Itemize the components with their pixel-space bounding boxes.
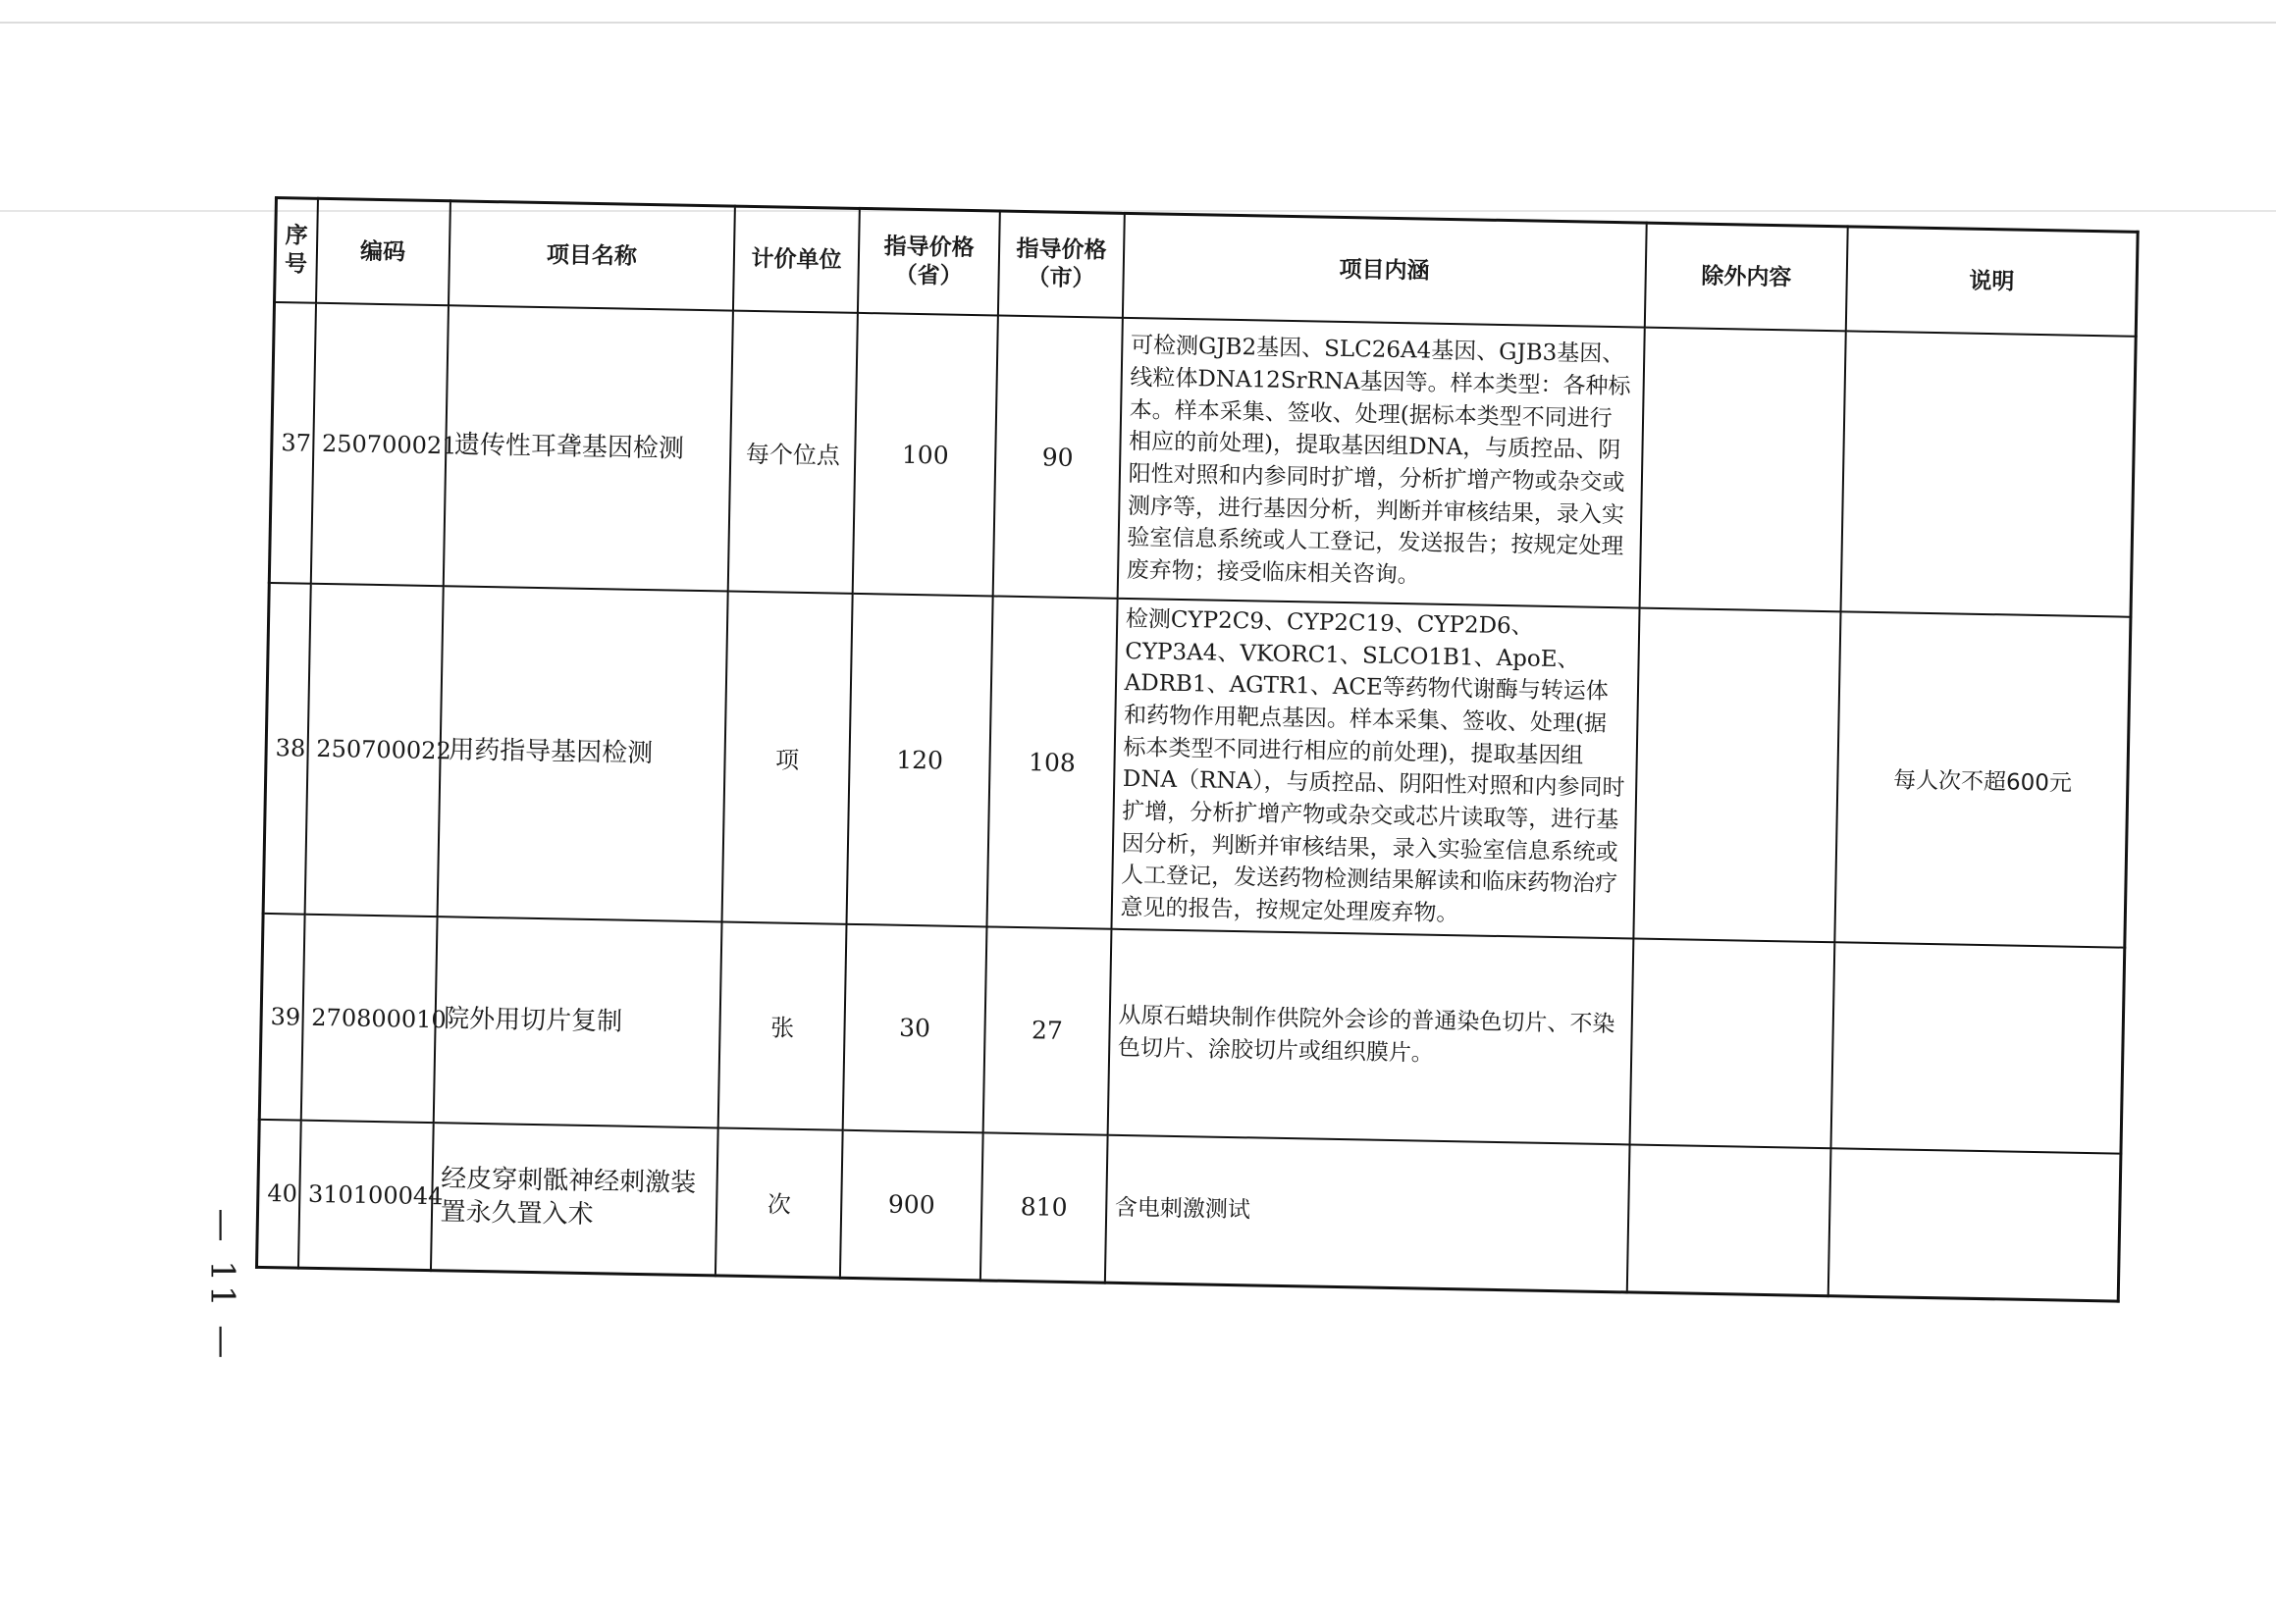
scan-top-edge	[0, 22, 2276, 24]
header-unit: 计价单位	[733, 206, 859, 313]
page-number-text: — 11 —	[202, 1208, 242, 1363]
cell-notes	[1831, 942, 2125, 1153]
cell-unit: 次	[715, 1127, 842, 1278]
cell-index: 39	[259, 913, 304, 1120]
page-number	[192, 1187, 251, 1384]
cell-price-city: 27	[983, 926, 1111, 1134]
header-price-city	[998, 211, 1124, 318]
cell-name: 院外用切片复制	[433, 917, 722, 1127]
cell-price-province: 30	[843, 923, 987, 1132]
cell-code: 270800010	[300, 914, 437, 1122]
cell-code: 310100044	[298, 1120, 434, 1270]
header-price-city-line2: （市）	[1027, 265, 1095, 292]
cell-name: 用药指导基因检测	[437, 586, 728, 921]
cell-price-province: 120	[846, 594, 992, 926]
cell-price-province: 100	[853, 313, 999, 597]
cell-index: 37	[269, 302, 315, 584]
header-price-province-line1: 指导价格	[883, 234, 975, 262]
cell-index: 38	[263, 583, 310, 914]
cell-code: 250700021	[310, 303, 448, 586]
cell-exclusions	[1627, 1144, 1831, 1295]
cell-exclusions	[1639, 328, 1846, 612]
cell-notes	[1841, 331, 2136, 616]
cell-unit: 张	[718, 921, 846, 1129]
header-exclusions: 除外内容	[1645, 223, 1848, 331]
cell-exclusions	[1629, 938, 1834, 1148]
cell-code: 250700022	[304, 584, 443, 917]
cell-index: 40	[257, 1119, 301, 1267]
cell-exclusions	[1633, 608, 1841, 942]
cell-unit: 项	[722, 592, 853, 924]
header-price-province	[858, 208, 1000, 315]
table-row	[259, 913, 2125, 1153]
cell-price-city: 90	[993, 316, 1123, 599]
header-notes: 说明	[1846, 227, 2138, 337]
cell-name: 遗传性耳聋基因检测	[443, 305, 733, 591]
header-index: 序号	[275, 198, 318, 303]
cell-price-city: 810	[980, 1132, 1107, 1283]
cell-name: 经皮穿刺骶神经刺激装置永久置入术	[431, 1123, 719, 1276]
cell-price-city: 108	[987, 596, 1118, 928]
cell-notes: 每人次不超600元	[1835, 611, 2131, 947]
price-table-container	[255, 196, 2140, 1302]
cell-content: 可检测GJB2基因、SLC26A4基因、GJB3基因、线粒体DNA12SrRNA基因等。样本类型：各种标本。样本采集、签收、处理(据标本类型不同进行相应的前处理)，提取基因组DNA，与质控品、阴阳性对照和内参同时扩增，分析扩增产物或杂交或测序等，进行基因分析，判断并审核结果，录入实验室信息系统或人工登记，发送报告；按规定处理废弃物；接受临床相关咨询。	[1117, 318, 1644, 608]
cell-price-province: 900	[840, 1129, 983, 1280]
price-table	[255, 196, 2140, 1302]
cell-notes	[1828, 1148, 2121, 1301]
cell-content: 含电刺激测试	[1104, 1134, 1629, 1291]
table-row	[269, 302, 2136, 617]
header-name: 项目名称	[449, 201, 736, 311]
cell-content: 从原石蜡块制作供院外会诊的普通染色切片、不染色切片、涂胶切片或组织膜片。	[1107, 928, 1633, 1144]
header-price-province-line2: （省）	[894, 262, 963, 289]
header-content: 项目内涵	[1123, 213, 1647, 327]
table-row	[263, 583, 2131, 947]
cell-content: 检测CYP2C9、CYP2C19、CYP2D6、CYP3A4、VKORC1、SLCO1B1、ApoE、ADRB1、AGTR1、ACE等药物代谢酶与转运体和药物作用靶点基因。样本采集、签收、处理(据标本类型不同进行相应的前处理)，提取基因组DNA（RNA），与质控品、阴阳性对照和内参同时扩增，分析扩增产物或杂交或芯片读取等，进行基因分析，判断并审核结果，录入实验室信息系统或人工登记，发送药物检测结果解读和临床药物治疗意见的报告，按规定处理废弃物。	[1111, 599, 1639, 938]
header-price-city-line1: 指导价格	[1016, 236, 1107, 264]
cell-unit: 每个位点	[728, 311, 858, 594]
header-code: 编码	[316, 198, 450, 305]
